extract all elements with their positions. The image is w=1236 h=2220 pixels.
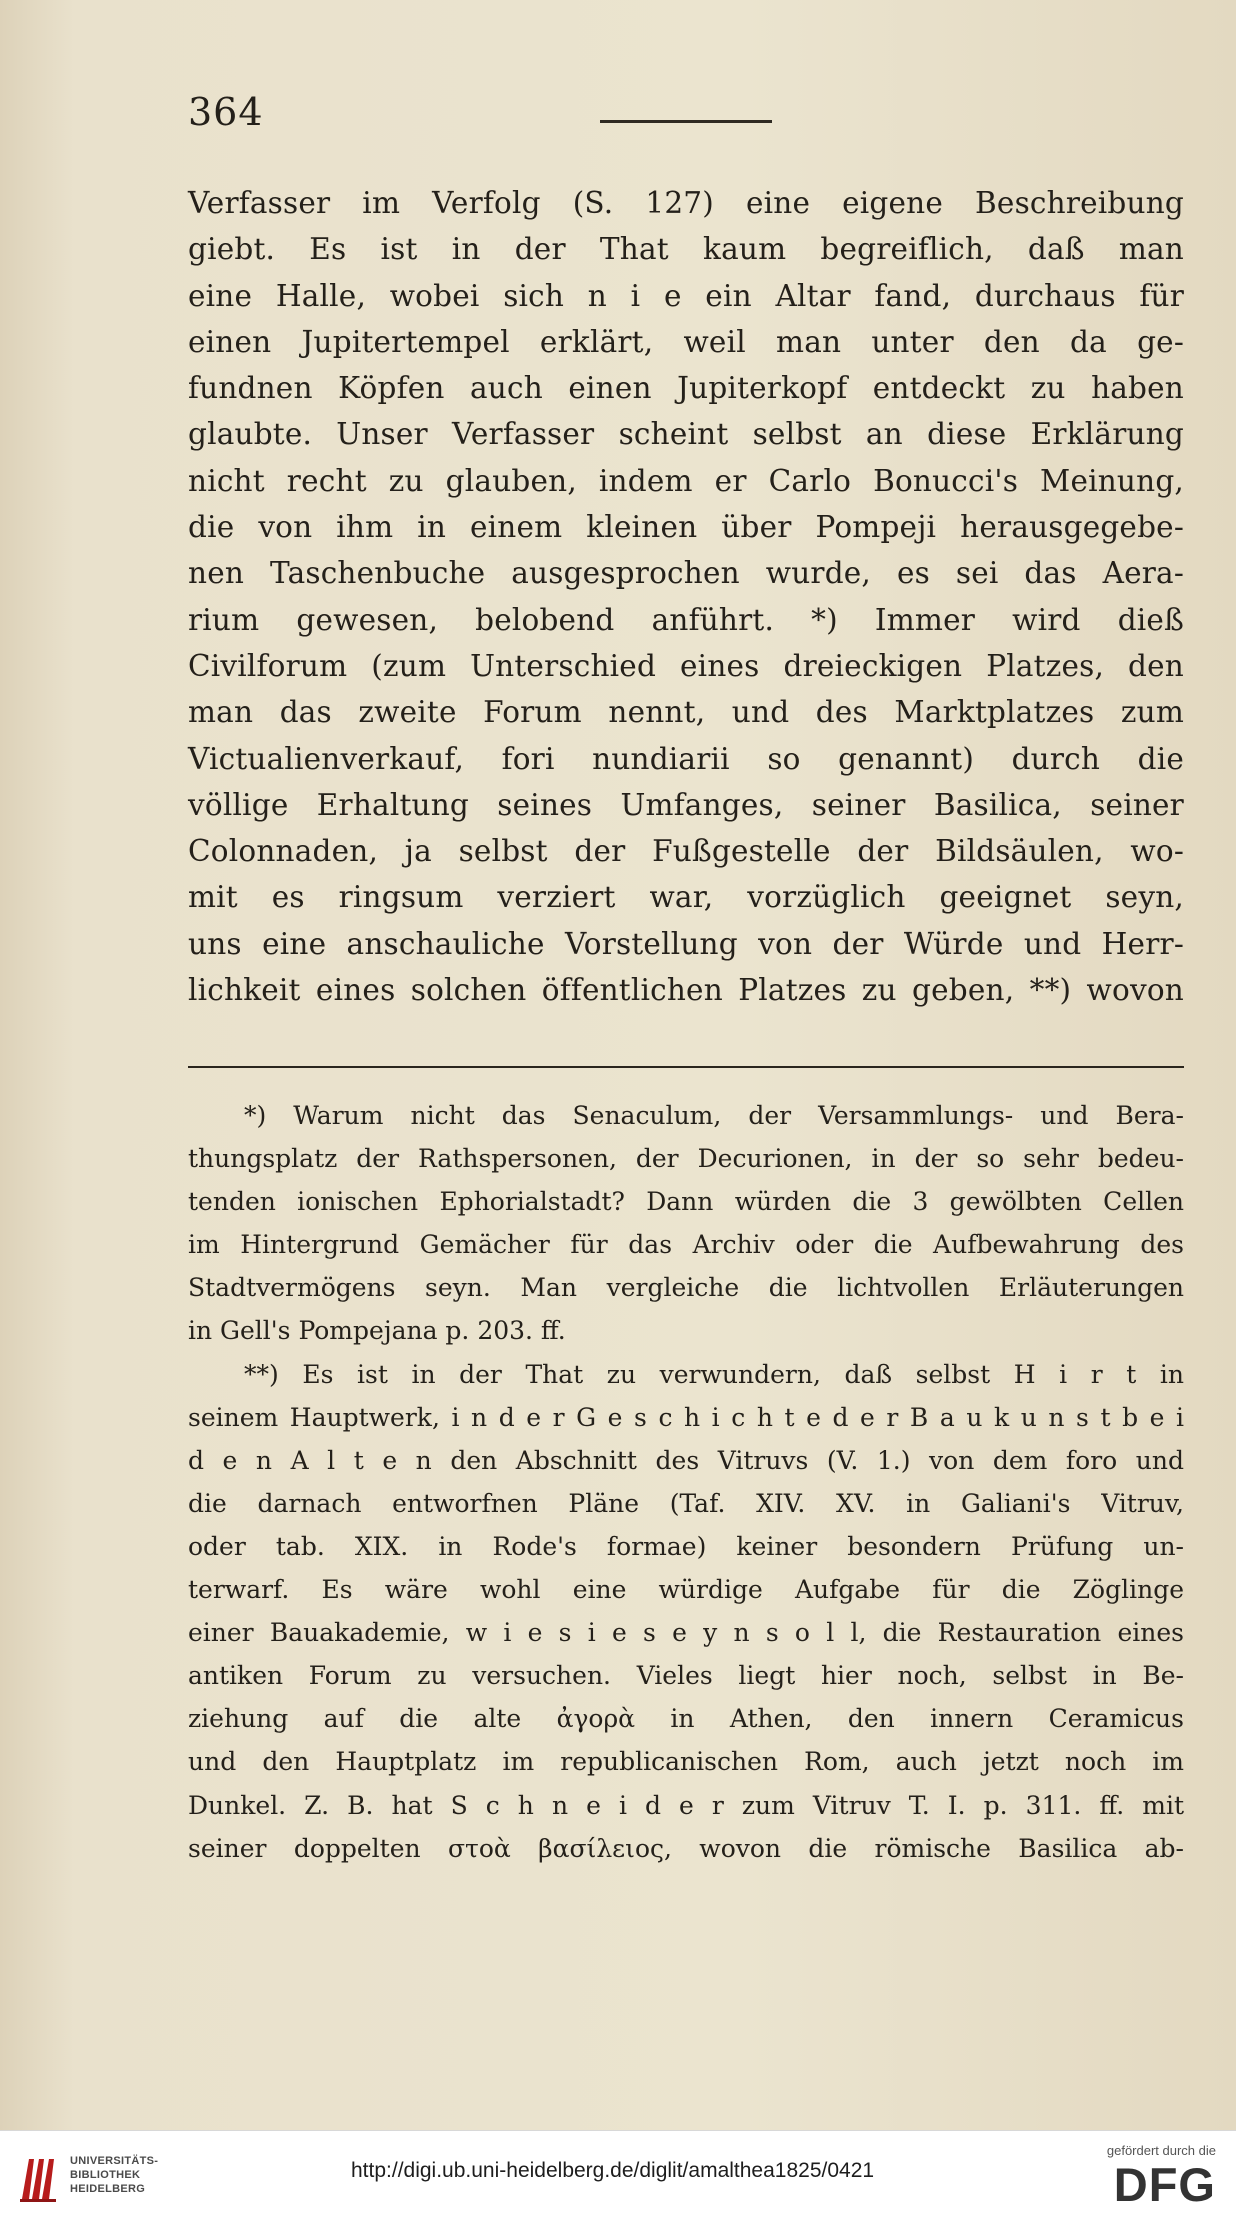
main-text-line: die von ihm in einem kleinen über Pompeji herausgegebe- xyxy=(188,510,1184,545)
library-name-line: HEIDELBERG xyxy=(70,2183,146,2195)
footnote-line: die darnach entworfnen Pläne (Taf. XIV. XV. in Galiani's Vitruv, xyxy=(188,1488,1184,1518)
permalink-url[interactable]: http://digi.ub.uni-heidelberg.de/diglit/amalthea1825/0421 xyxy=(351,2159,875,2182)
page-number: 364 xyxy=(188,90,264,134)
footnote-line: im Hintergrund Gemächer für das Archiv oder die Aufbewahrung des xyxy=(188,1230,1184,1260)
main-text xyxy=(188,180,1184,1013)
viewer-footer xyxy=(0,2130,1236,2220)
footnote-line: ziehung auf die alte ἀγορὰ in Athen, den innern Ceramicus xyxy=(188,1704,1184,1734)
main-text-line: rium gewesen, belobend anführt. *) Immer wird dieß xyxy=(188,602,1184,637)
main-text-line: glaubte. Unser Verfasser scheint selbst an diese Erklärung xyxy=(188,417,1184,452)
main-text-line: nicht recht zu glauben, indem er Carlo Bonucci's Meinung, xyxy=(188,463,1184,498)
funding-credit xyxy=(1026,2143,1216,2210)
university-library-logo[interactable] xyxy=(14,2151,174,2205)
footnote-line: seinem Hauptwerk, i n d e r G e s c h i c h t e d e r B a u k u n s t b e i xyxy=(188,1402,1184,1432)
main-text-line: giebt. Es ist in der That kaum begreiflich, daß man xyxy=(188,232,1184,267)
footnote-line: d e n A l t e n den Abschnitt des Vitruvs (V. 1.) von dem foro und xyxy=(188,1445,1184,1475)
main-text-line: Colonnaden, ja selbst der Fußgestelle der Bildsäulen, wo- xyxy=(188,834,1184,869)
funded-by-text: gefördert durch die xyxy=(1106,2143,1216,2158)
main-text-line: Civilforum (zum Unterschied eines dreieckigen Platzes, den xyxy=(188,648,1184,683)
footnote-line: Stadtvermögens seyn. Man vergleiche die lichtvollen Erläuterungen xyxy=(188,1273,1184,1303)
footnote-line: in Gell's Pompejana p. 203. ff. xyxy=(188,1316,566,1346)
footnote-line: **) Es ist in der That zu verwundern, daß selbst H i r t in xyxy=(244,1359,1184,1389)
library-name-line: UNIVERSITÄTS- xyxy=(70,2155,159,2167)
footnote-line: tenden ionischen Ephorialstadt? Dann würden die 3 gewölbten Cellen xyxy=(188,1187,1184,1217)
main-text-line: eine Halle, wobei sich n i e ein Altar fand, durchaus für xyxy=(188,278,1184,313)
university-seal-icon xyxy=(14,2153,60,2205)
library-name xyxy=(70,2154,158,2196)
footnote-line: seiner doppelten στοὰ βασίλειος, wovon die römische Basilica ab- xyxy=(188,1833,1184,1863)
footnote-line: *) Warum nicht das Senaculum, der Versammlungs- und Bera- xyxy=(244,1101,1184,1130)
header-rule xyxy=(600,120,772,123)
main-text-line: völlige Erhaltung seines Umfanges, seiner Basilica, seiner xyxy=(188,787,1184,822)
main-text-line: fundnen Köpfen auch einen Jupiterkopf entdeckt zu haben xyxy=(188,371,1184,406)
main-text-line: mit es ringsum verziert war, vorzüglich geeignet seyn, xyxy=(188,880,1184,915)
main-text-line: uns eine anschauliche Vorstellung von der Würde und Herr- xyxy=(188,926,1184,961)
footnote-separator xyxy=(188,1066,1184,1068)
main-text-line: lichkeit eines solchen öffentlichen Platzes zu geben, **) wovon xyxy=(188,973,1184,1008)
footnote-line: oder tab. XIX. in Rode's formae) keiner besondern Prüfung un- xyxy=(188,1531,1184,1561)
footnotes xyxy=(188,1094,1184,1870)
footnote-line: Dunkel. Z. B. hat S c h n e i d e r zum Vitruv T. I. p. 311. ff. mit xyxy=(188,1790,1184,1820)
main-text-line: man das zweite Forum nennt, und des Marktplatzes zum xyxy=(188,695,1184,730)
footnote-line: und den Hauptplatz im republicanischen Rom, auch jetzt noch im xyxy=(188,1747,1184,1777)
main-text-line: Verfasser im Verfolg (S. 127) eine eigene Beschreibung xyxy=(188,186,1184,220)
dfg-logo[interactable]: DFG xyxy=(1113,2158,1216,2211)
library-name-line: BIBLIOTHEK xyxy=(70,2169,141,2181)
main-text-line: einen Jupitertempel erklärt, weil man unter den da ge- xyxy=(188,324,1184,359)
footnote-line: thungsplatz der Rathspersonen, der Decurionen, in der so sehr bedeu- xyxy=(188,1144,1184,1174)
footnote-line: terwarf. Es wäre wohl eine würdige Aufgabe für die Zöglinge xyxy=(188,1575,1184,1605)
footnote-line: antiken Forum zu versuchen. Vieles liegt hier noch, selbst in Be- xyxy=(188,1661,1184,1691)
footnote-line: einer Bauakademie, w i e s i e s e y n s o l l, die Restauration eines xyxy=(188,1618,1184,1648)
main-text-line: Victualienverkauf, fori nundiarii so genannt) durch die xyxy=(188,741,1184,776)
main-text-line: nen Taschenbuche ausgesprochen wurde, es sei das Aera- xyxy=(188,556,1184,591)
